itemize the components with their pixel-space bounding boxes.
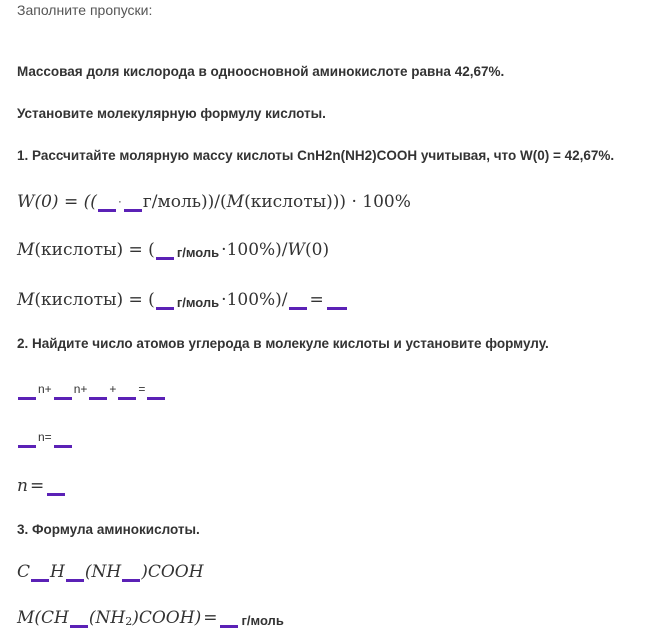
- eq5-n: n=: [38, 430, 52, 444]
- equation-n-coefficient: [17, 426, 73, 448]
- equation-n-value: [17, 474, 66, 496]
- blank-eq7-h[interactable]: [66, 560, 84, 582]
- eq7-cooh: )COOH: [141, 562, 204, 582]
- instruction-header: Заполните пропуски:: [17, 2, 153, 18]
- eq8-unit: г/моль: [241, 613, 284, 628]
- blank-eq4-result[interactable]: [147, 378, 165, 400]
- blank-eq3-b[interactable]: [289, 288, 307, 310]
- eq2-unit: г/моль: [176, 245, 220, 260]
- problem-task: Установите молекулярную формулу кислоты.: [17, 106, 326, 121]
- equation-molar-mass-calc: [17, 288, 348, 310]
- eq3-lhs: (кислоты) = (: [34, 290, 155, 310]
- eq2-lhs: (кислоты) = (: [34, 240, 155, 260]
- blank-eq4-c[interactable]: [89, 378, 107, 400]
- blank-eq5-a[interactable]: [18, 426, 36, 448]
- blank-eq7-nh[interactable]: [122, 560, 140, 582]
- eq3-unit: г/моль: [176, 295, 220, 310]
- eq3-tail: ·100%)/: [221, 290, 288, 310]
- eq7-c: C: [17, 562, 31, 582]
- eq4-plus: +: [109, 382, 117, 396]
- eq3-equals: =: [309, 290, 324, 310]
- eq1-lhs: W(0) = ((: [17, 192, 97, 212]
- eq6-equals: =: [29, 476, 45, 496]
- blank-eq4-b[interactable]: [54, 378, 72, 400]
- blank-eq3-result[interactable]: [327, 288, 347, 310]
- blank-eq8-result[interactable]: [220, 606, 238, 628]
- blank-eq1-a[interactable]: [98, 190, 116, 212]
- step-3-heading: 3. Формула аминокислоты.: [17, 522, 200, 537]
- eq8-lhs: (CH: [34, 608, 69, 628]
- eq8-subscript: 2: [125, 615, 133, 628]
- blank-eq8-ch[interactable]: [70, 606, 88, 628]
- equation-mass-fraction: [17, 190, 411, 212]
- step-1-heading: 1. Рассчитайте молярную массу кислоты CnH2n(NH2)COOH учитывая, что W(0) = 42,67%.: [17, 148, 615, 163]
- blank-eq7-c[interactable]: [31, 560, 49, 582]
- blank-eq3-a[interactable]: [156, 288, 174, 310]
- eq4-equals: =: [138, 382, 146, 396]
- blank-eq2-a[interactable]: [156, 238, 174, 260]
- eq1-mid: (кислоты))) · 100%: [244, 192, 411, 212]
- blank-eq5-b[interactable]: [54, 426, 72, 448]
- eq7-nh: (NH: [84, 562, 122, 582]
- eq4-n2: n+: [73, 382, 88, 396]
- equation-molar-mass-formula: [17, 238, 329, 260]
- eq4-n1: n+: [38, 382, 52, 396]
- blank-eq4-d[interactable]: [118, 378, 136, 400]
- eq2-tail: ·100%)/: [221, 240, 288, 260]
- eq8-m: M: [17, 608, 35, 628]
- blank-eq1-b[interactable]: [124, 190, 142, 212]
- equation-amino-acid-molar-mass: [17, 606, 286, 628]
- eq2-m: M: [17, 240, 35, 260]
- eq2-w-arg: (0): [305, 240, 330, 260]
- eq1-unit: г/моль))/(: [142, 192, 227, 212]
- eq1-dot: ·: [117, 194, 122, 208]
- eq3-m: M: [17, 290, 35, 310]
- eq8-equals: =: [203, 608, 218, 628]
- eq8-tail: )COOH): [132, 608, 202, 628]
- problem-statement: Массовая доля кислорода в одноосновной аминокислоте равна 42,67%.: [17, 64, 505, 79]
- equation-amino-acid-formula: [17, 560, 204, 582]
- step-2-heading: 2. Найдите число атомов углерода в молекуле кислоты и установите формулу.: [17, 336, 549, 351]
- eq2-w: W: [287, 240, 306, 260]
- eq7-h: H: [50, 562, 65, 582]
- equation-carbon-sum: [17, 378, 166, 400]
- eq6-n: n: [17, 476, 28, 496]
- blank-eq4-a[interactable]: [18, 378, 36, 400]
- eq8-mid: (NH: [88, 608, 126, 628]
- eq1-m: M: [226, 192, 245, 212]
- blank-eq6[interactable]: [47, 474, 65, 496]
